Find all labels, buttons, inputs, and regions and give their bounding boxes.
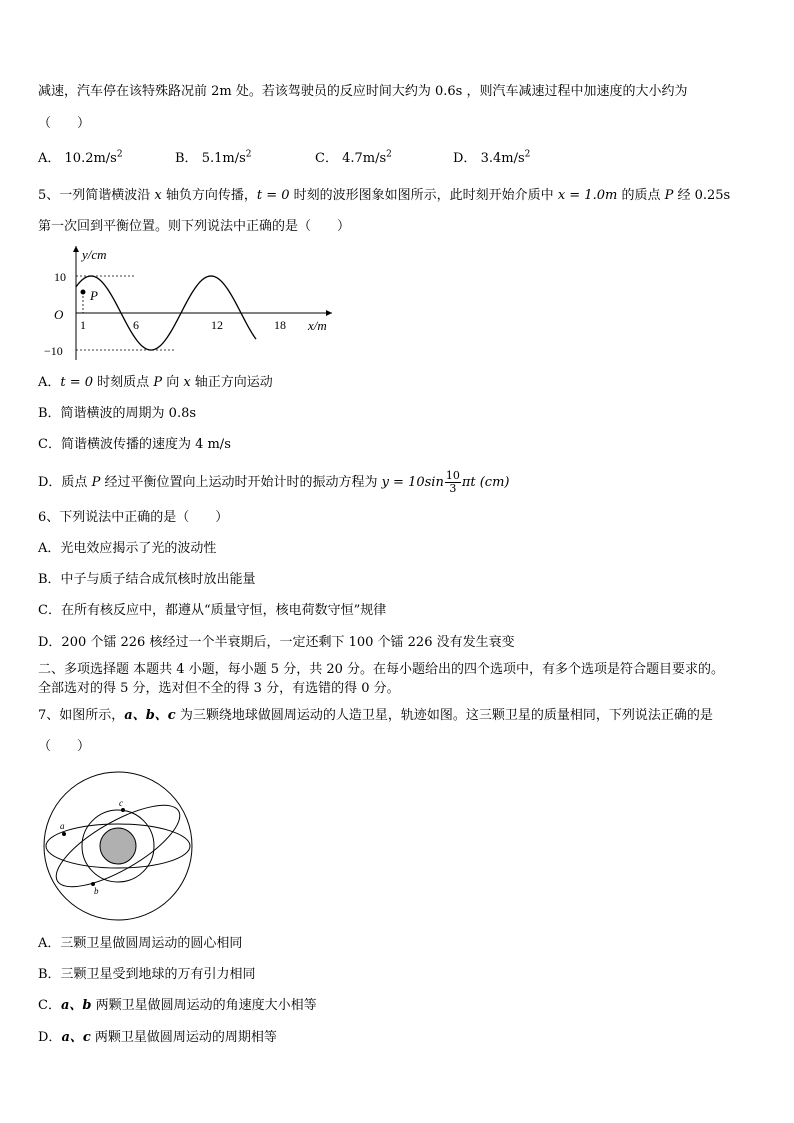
q4-stem-line: 减速，汽车停在该特殊路况前 2m 处。若该驾驶员的反应时间大约为 0.6s ，则汽车减速过程中加速度的大小约为 [38, 84, 688, 99]
x-tick-18: 18 [274, 318, 286, 332]
y-axis-label: y/cm [82, 247, 107, 262]
q6-option-d: D．200 个镭 226 核经过一个半衰期后，一定还剩下 100 个镭 226 没有发生衰变 [38, 635, 515, 650]
satellite-a [62, 832, 66, 836]
x-tick-12: 12 [211, 318, 223, 332]
origin-label: O [54, 307, 64, 322]
earth [100, 828, 136, 864]
x-axis-label: x/m [308, 318, 327, 333]
q5-option-c: C．简谐横波传播的速度为 4 m/s [38, 437, 231, 452]
q5-option-d: D．质点 P 经过平衡位置向上运动时开始计时的振动方程为 y = 10sin $\frac{10}{3}$ πt (cm) [38, 469, 510, 495]
q5-option-a: A．t = 0 时刻质点 P 向 x 轴正方向运动 [38, 375, 273, 390]
x-tick-6: 6 [133, 318, 139, 332]
satellite-a-label: a [60, 821, 65, 831]
fraction: $\frac{10}{3}$ [445, 469, 460, 495]
q4-option-b: B． $5.1m/s^2$ [175, 149, 252, 166]
q7-option-d: D．a、c 两颗卫星做圆周运动的周期相等 [38, 1030, 277, 1045]
satellite-c-label: c [119, 798, 123, 808]
q6-option-b: B．中子与质子结合成氘核时放出能量 [38, 572, 256, 587]
y-tick-10: 10 [54, 270, 66, 284]
y-tick-minus-10: −10 [44, 344, 63, 358]
wave-graph [36, 242, 346, 364]
q7-option-b: B．三颗卫星受到地球的万有引力相同 [38, 967, 256, 982]
orbit-diagram [40, 768, 200, 928]
q4-option-c: C． $4.7m/s^2$ [315, 149, 392, 166]
point-p [81, 290, 86, 295]
q7-paren: （ ） [38, 739, 91, 754]
section2-heading-line2: 全部选对的得 5 分，选对但不全的得 3 分，有选错的得 0 分。 [38, 681, 400, 696]
q4-paren: （ ） [38, 116, 91, 131]
q7-option-c: C．a、b 两颗卫星做圆周运动的角速度大小相等 [38, 998, 317, 1013]
q7-stem: 7、如图所示，a、b、c 为三颗绕地球做圆周运动的人造卫星，轨迹如图。这三颗卫星的质量相同，下列说法正确的是 [38, 708, 713, 723]
q6-option-c: C．在所有核反应中，都遵从“质量守恒，核电荷数守恒”规律 [38, 603, 387, 618]
q4-option-a: A． $10.2m/s^2$ [38, 149, 123, 166]
q6-option-a: A．光电效应揭示了光的波动性 [38, 541, 217, 556]
section2-heading-line1: 二、多项选择题 本题共 4 小题，每小题 5 分，共 20 分。在每小题给出的四个选项中，有多个选项是符合题目要求的。 [38, 662, 725, 677]
x-tick-1: 1 [80, 318, 86, 332]
point-p-label: P [90, 288, 98, 303]
satellite-b-label: b [94, 886, 99, 896]
q6-stem: 6、下列说法中正确的是（ ） [38, 510, 229, 525]
q5-stem-line1: 5、一列简谐横波沿 x 轴负方向传播，t = 0 时刻的波形图象如图所示，此时刻开始介质中 x = 1.0m 的质点 P 经 0.25s [38, 188, 731, 203]
satellite-c [121, 808, 125, 812]
q4-option-d: D． $3.4m/s^2$ [453, 149, 531, 166]
q5-stem-line2: 第一次回到平衡位置。则下列说法中正确的是（ ） [38, 219, 351, 234]
q5-option-b: B．简谐横波的周期为 0.8s [38, 406, 197, 421]
q7-option-a: A．三颗卫星做圆周运动的圆心相同 [38, 936, 243, 951]
